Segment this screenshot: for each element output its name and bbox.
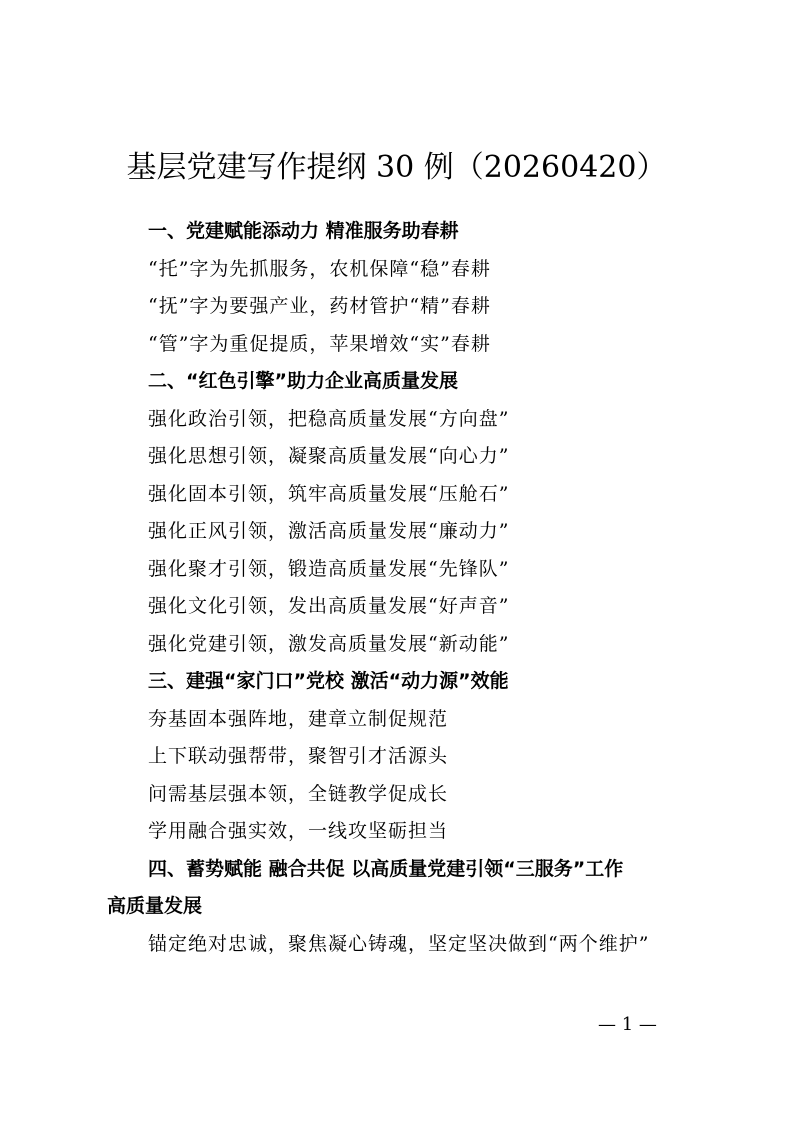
list-item: 强化文化引领，发出高质量发展“好声音” <box>148 595 510 617</box>
list-item: “管”字为重促提质，苹果增效“实”春耕 <box>148 332 491 355</box>
section-heading-2: 二、“红色引擎”助力企业高质量发展 <box>148 370 458 392</box>
list-item: 强化固本引领，筑牢高质量发展“压舱石” <box>148 482 510 505</box>
list-item: 强化政治引领，把稳高质量发展“方向盘” <box>148 407 510 430</box>
list-item: 强化正风引领，激活高质量发展“廉动力” <box>148 520 510 542</box>
list-item: “托”字为先抓服务，农机保障“稳”春耕 <box>148 257 491 280</box>
list-item: “抚”字为要强产业，药材管护“精”春耕 <box>148 295 491 317</box>
list-item: 夯基固本强阵地，建章立制促规范 <box>148 707 449 730</box>
section-heading-3: 三、建强“家门口”党校 激活“动力源”效能 <box>148 670 509 692</box>
section-heading-4-continuation: 高质量发展 <box>107 895 203 917</box>
document-body <box>107 213 702 963</box>
list-item: 锚定绝对忠诚，聚焦凝心铸魂，坚定坚决做到“两个维护” <box>148 932 650 955</box>
section-heading-4: 四、蓄势赋能 融合共促 以高质量党建引领“三服务”工作 <box>148 857 624 880</box>
document-title: 基层党建写作提纲 30 例（20260420） <box>126 150 667 185</box>
list-item: 强化聚才引领，锻造高质量发展“先锋队” <box>148 557 510 580</box>
list-item: 强化思想引领，凝聚高质量发展“向心力” <box>148 445 510 467</box>
list-item: 学用融合强实效，一线攻坚砺担当 <box>148 820 449 842</box>
list-item: 问需基层强本领，全链教学促成长 <box>148 782 449 805</box>
page-number: — 1 — <box>598 1014 657 1035</box>
list-item: 强化党建引领，激发高质量发展“新动能” <box>148 632 510 655</box>
list-item: 上下联动强帮带，聚智引才活源头 <box>148 745 449 767</box>
section-heading-1: 一、党建赋能添动力 精准服务助春耕 <box>148 220 459 242</box>
